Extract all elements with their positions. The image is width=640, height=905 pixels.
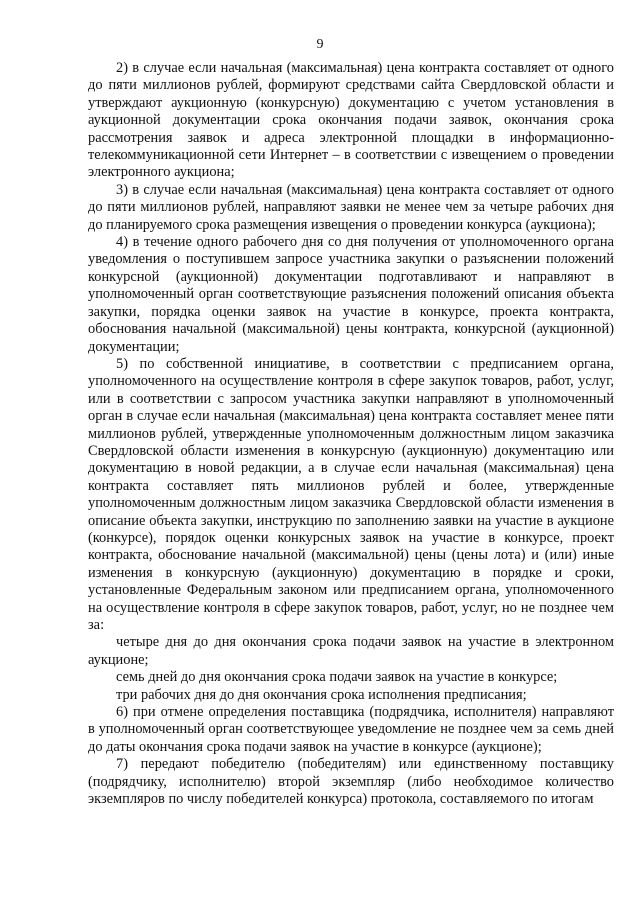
paragraph-item-7: 7) передают победителю (победителям) или единственному поставщику (подрядчику, исполнителю) второй экземпляр (либо необходимое количество экземпляров по числу победителей конкурса) протокола, составляемого по итогам: [88, 756, 614, 808]
paragraph-item-4: 4) в течение одного рабочего дня со дня получения от уполномоченного органа уведомления о поступившем запросе участника закупки о разъяснении положений конкурсной (аукционной) документации подготавливают и направляют в уполномоченный орган соответствующие разъяснения положений описания объекта закупки, порядка оценки заявок на участие в конкурсе, проекта контракта, обоснования начальной (максимальной) цены контракта, конкурсной (аукционной) документации;: [88, 234, 614, 355]
document-body: [88, 60, 614, 808]
deadline-contest: семь дней до дня окончания срока подачи заявок на участие в конкурсе;: [116, 669, 558, 686]
paragraph-item-5: 5) по собственной инициативе, в соответствии с предписанием органа, уполномоченного на осуществление контроля в сфере закупок товаров, работ, услуг, или в соответствии с запросом участника закупки направляют в уполномоченный орган в случае если начальная (максимальная) цена контракта составляет менее пяти миллионов рублей, утвержденные уполномоченным должностным лицом заказчика Свердловской области изменения в конкурсную (аукционную) документацию или документацию в новой редакции, а в случае если начальная (максимальная) цена контракта составляет пять миллионов рублей и более, утвержденные уполномоченным должностным лицом заказчика Свердловской области изменения в описание объекта закупки, инструкцию по заполнению заявки на участие в аукционе (конкурсе), порядок оценки конкурсных заявок на участие в конкурсе, проект контракта, обоснование начальной (максимальной) цены (цены лота) и (или) иные изменения в конкурсную (аукционную) документацию в порядке и сроки, установленные Федеральным законом или предписанием органа, уполномоченного на осуществление контроля в сфере закупок товаров, работ, услуг, но не позднее чем за:: [88, 355, 614, 633]
deadline-order-execution: три рабочих дня до дня окончания срока исполнения предписания;: [116, 686, 527, 703]
paragraph-item-2: 2) в случае если начальная (максимальная) цена контракта составляет от одного до пяти миллионов рублей, формируют средствами сайта Свердловской области и утверждают аукционную (конкурсную) документацию с учетом установления в аукционной документации срока окончания подачи заявок, окончания срока рассмотрения заявок и адреса электронной площадки в информационно-телекоммуникационной сети Интернет – в соответствии с извещением о проведении электронного аукциона;: [88, 60, 614, 181]
deadline-electronic-auction: четыре дня до дня окончания срока подачи заявок на участие в электронном аукционе;: [88, 634, 614, 668]
paragraph-item-3: 3) в случае если начальная (максимальная) цена контракта составляет от одного до пяти миллионов рублей, направляют заявки не менее чем за четыре рабочих дня до планируемого срока размещения извещения о проведении конкурса (аукциона);: [88, 181, 614, 233]
page-number: 9: [316, 37, 324, 52]
paragraph-item-6: 6) при отмене определения поставщика (подрядчика, исполнителя) направляют в уполномоченный орган соответствующее уведомление не позднее чем за семь дней до даты окончания срока подачи заявок на участие в конкурсе (аукционе);: [88, 704, 614, 755]
